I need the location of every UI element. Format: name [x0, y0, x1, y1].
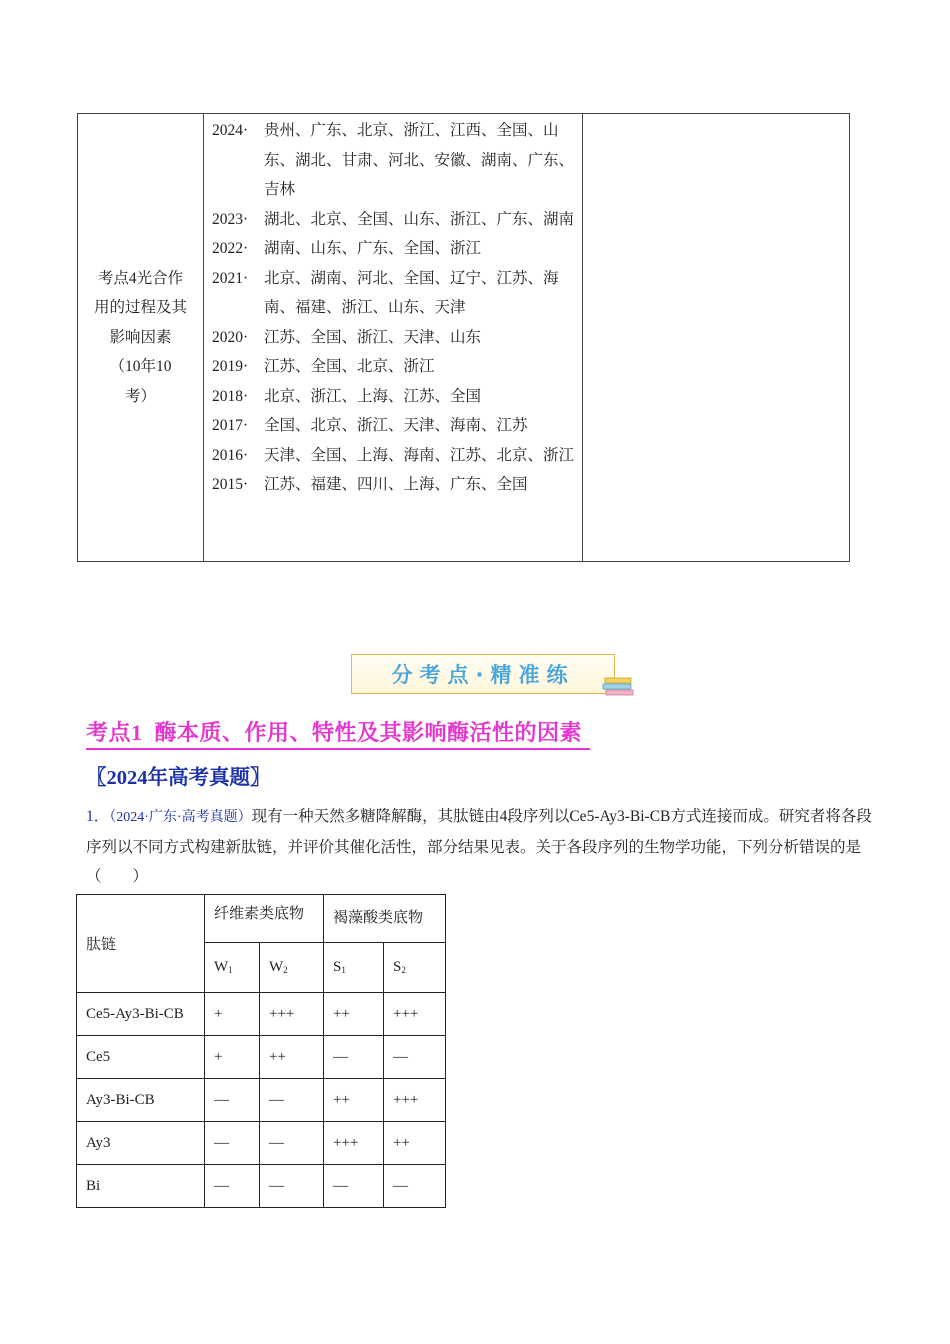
year-provinces: 北京、湖南、河北、全国、辽宁、江苏、海南、福建、浙江、山东、天津	[264, 269, 559, 316]
activity-cell: +	[205, 993, 260, 1036]
substrate-header: $W_1$	[205, 943, 260, 993]
activity-cell: —	[384, 1165, 446, 1208]
alginate-header: 褐藻酸类底物	[324, 895, 446, 943]
year-entry	[212, 116, 578, 205]
activity-cell: —	[384, 1036, 446, 1079]
kaodian-cell	[78, 114, 204, 562]
year-label: 2022·	[212, 240, 249, 257]
cellulose-header: 纤维素类底物	[205, 895, 324, 943]
activity-cell: +++	[260, 993, 324, 1036]
year-entry	[212, 352, 578, 382]
activity-cell: —	[260, 1079, 324, 1122]
year-label: 2024·	[212, 122, 249, 139]
table-row	[77, 993, 446, 1036]
year-entry	[212, 323, 578, 353]
year-label: 2016·	[212, 446, 249, 464]
year-provinces: 天津、全国、上海、海南、江苏、北京、浙江	[264, 446, 575, 464]
substrate-header: $S_2$	[384, 943, 446, 993]
activity-cell: —	[205, 1079, 260, 1122]
peptide-header: 肽链	[77, 895, 205, 993]
year-label: 2017·	[212, 417, 249, 434]
years-cell	[204, 114, 583, 562]
year-provinces: 江苏、福建、四川、上海、广东、全国	[264, 476, 528, 493]
blank-cell	[583, 114, 850, 562]
books-icon	[602, 676, 636, 698]
year-entry	[212, 234, 578, 264]
kaodian-line: （10年10	[109, 358, 172, 376]
peptide-name: Ay3-Bi-CB	[77, 1079, 205, 1122]
year-provinces: 江苏、全国、浙江、天津、山东	[264, 328, 482, 346]
table-row	[77, 1079, 446, 1122]
activity-cell: +++	[384, 993, 446, 1036]
year-provinces: 湖南、山东、广东、全国、浙江	[264, 240, 482, 257]
year-entry	[212, 382, 578, 412]
kaodian-line: 影响因素	[109, 328, 172, 346]
year-provinces: 贵州、广东、北京、浙江、江西、全国、山东、湖北、甘肃、河北、安徽、湖南、广东、吉林	[264, 122, 575, 198]
section-banner: 分考点·精准练	[351, 654, 615, 694]
table-row	[77, 1165, 446, 1208]
kaodian-line: 考点4光合作	[97, 269, 184, 287]
question-1	[86, 802, 876, 892]
question-number: 1．	[86, 808, 110, 825]
kaodian-line: 用的过程及其	[93, 299, 187, 317]
peptide-name: Ce5-Ay3-Bi-CB	[77, 993, 205, 1036]
table-row	[77, 1036, 446, 1079]
year-label: 2015·	[212, 476, 249, 493]
year-entry	[212, 205, 578, 235]
activity-cell: —	[260, 1165, 324, 1208]
year-provinces: 北京、浙江、上海、江苏、全国	[264, 387, 482, 405]
activity-cell: ++	[324, 1079, 384, 1122]
activity-cell: —	[205, 1165, 260, 1208]
activity-cell: +++	[324, 1122, 384, 1165]
year-label: 2021·	[212, 269, 249, 287]
activity-cell: —	[260, 1122, 324, 1165]
peptide-name: Ce5	[77, 1036, 205, 1079]
year-entry	[212, 441, 578, 471]
year-label: 2019·	[212, 358, 249, 375]
table-row	[77, 1122, 446, 1165]
activity-cell: —	[205, 1122, 260, 1165]
section-label: 考点1	[86, 720, 143, 745]
activity-cell: ++	[260, 1036, 324, 1079]
section-title: 酶本质、作用、特性及其影响酶活性的因素	[154, 720, 583, 745]
activity-cell: —	[324, 1036, 384, 1079]
kaodian-line: 考）	[124, 387, 156, 405]
year-label: 2023·	[212, 210, 249, 228]
section-heading	[86, 718, 590, 750]
year-provinces: 全国、北京、浙江、天津、海南、江苏	[264, 417, 528, 434]
peptide-name: Bi	[77, 1165, 205, 1208]
activity-cell: +++	[384, 1079, 446, 1122]
year-entry	[212, 411, 578, 441]
activity-cell: ++	[324, 993, 384, 1036]
year-provinces: 江苏、全国、北京、浙江	[264, 358, 435, 375]
activity-cell: +	[205, 1036, 260, 1079]
activity-cell: ++	[384, 1122, 446, 1165]
year-provinces: 湖北、北京、全国、山东、浙江、广东、湖南	[264, 210, 575, 228]
substrate-header: $W_2$	[260, 943, 324, 993]
enzyme-activity-table	[76, 894, 446, 1208]
exam-summary-table	[77, 113, 850, 562]
question-stem: 现有一种天然多糖降解酶，其肽链由4段序列以Ce5-Ay3-Bi-CB方式连接而成。研究者将各段序列以不同方式构建新肽链，并评价其催化活性，部分结果见表。关于各段序列的生物学功能，下列分析错误的是（ ）	[86, 808, 872, 885]
year-heading: 〖2024年高考真题〗	[86, 767, 271, 789]
year-label: 2020·	[212, 328, 249, 346]
year-entry	[212, 470, 578, 500]
substrate-header: $S_1$	[324, 943, 384, 993]
year-entry	[212, 264, 578, 323]
question-source: （2024·广东·高考真题）	[109, 810, 252, 825]
year-label: 2018·	[212, 387, 249, 405]
activity-cell: —	[324, 1165, 384, 1208]
peptide-name: Ay3	[77, 1122, 205, 1165]
